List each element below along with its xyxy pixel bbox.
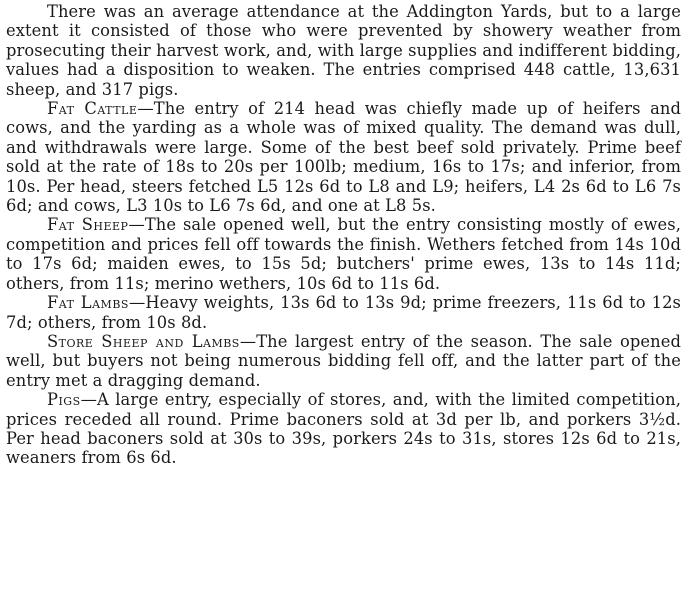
section-heading-fat-cattle: Fat Cattle [47, 99, 138, 119]
paragraph-fat-cattle-text: —The entry of 214 head was chiefly made up of heifers and cows, and the yarding as a whole was of mixed quality. The demand was dull, and withdrawals were large. Some of the best beef sold privately. Prime beef sold at the rate of 18s to 20s per 100lb; medium, 16s to 17s; and inferior, from 10s. Per head, steers fetched L5 12s 6d to L8 and L9; heifers, L4 2s 6d to L6 7s 6d; and cows, L3 10s to L6 7s 6d, and one at L8 5s. [6, 99, 681, 216]
section-heading-store-sheep: Store Sheep and Lambs [47, 331, 240, 351]
paragraph-store-sheep-text: —The largest entry of the season. The sale opened well, but buyers not being numerous bidding fell off, and the latter part of the entry met a dragging demand. [6, 331, 681, 390]
section-heading-fat-sheep: Fat Sheep [47, 215, 129, 235]
paragraph-intro-text: There was an average attendance at the Addington Yards, but to a large extent it consisted of those who were prevented by showery weather from prosecuting their harvest work, and, with large supplies and indifferent bidding, values had a disposition to weaken. The entries comprised 448 cattle, 13,631 sheep, and 317 pigs. [6, 2, 681, 99]
paragraph-intro [6, 2, 681, 99]
paragraph-fat-lambs-text: —Heavy weights, 13s 6d to 13s 9d; prime freezers, 11s 6d to 12s 7d; others, from 10s 8d. [6, 293, 681, 332]
section-heading-pigs: Pigs [47, 390, 81, 410]
paragraph-fat-cattle [6, 99, 681, 215]
paragraph-fat-sheep [6, 215, 681, 293]
paragraph-fat-sheep-text: —The sale opened well, but the entry consisting mostly of ewes, competition and prices fell off towards the finish. Wethers fetched from 14s 10d to 17s 6d; maiden ewes, to 15s 5d; butchers' prime ewes, 13s to 14s 11d; others, from 11s; merino wethers, 10s 6d to 11s 6d. [6, 215, 681, 293]
paragraph-fat-lambs [6, 293, 681, 332]
paragraph-pigs [6, 390, 681, 468]
section-heading-fat-lambs: Fat Lambs [47, 293, 129, 313]
paragraph-pigs-text: —A large entry, especially of stores, and, with the limited competition, prices receded all round. Prime baconers sold at 3d per lb, and porkers 3½d. Per head baconers sold at 30s to 39s, porkers 24s to 31s, stores 12s 6d to 21s, weaners from 6s 6d. [6, 390, 681, 468]
market-report-article [6, 2, 681, 468]
paragraph-store-sheep [6, 332, 681, 390]
